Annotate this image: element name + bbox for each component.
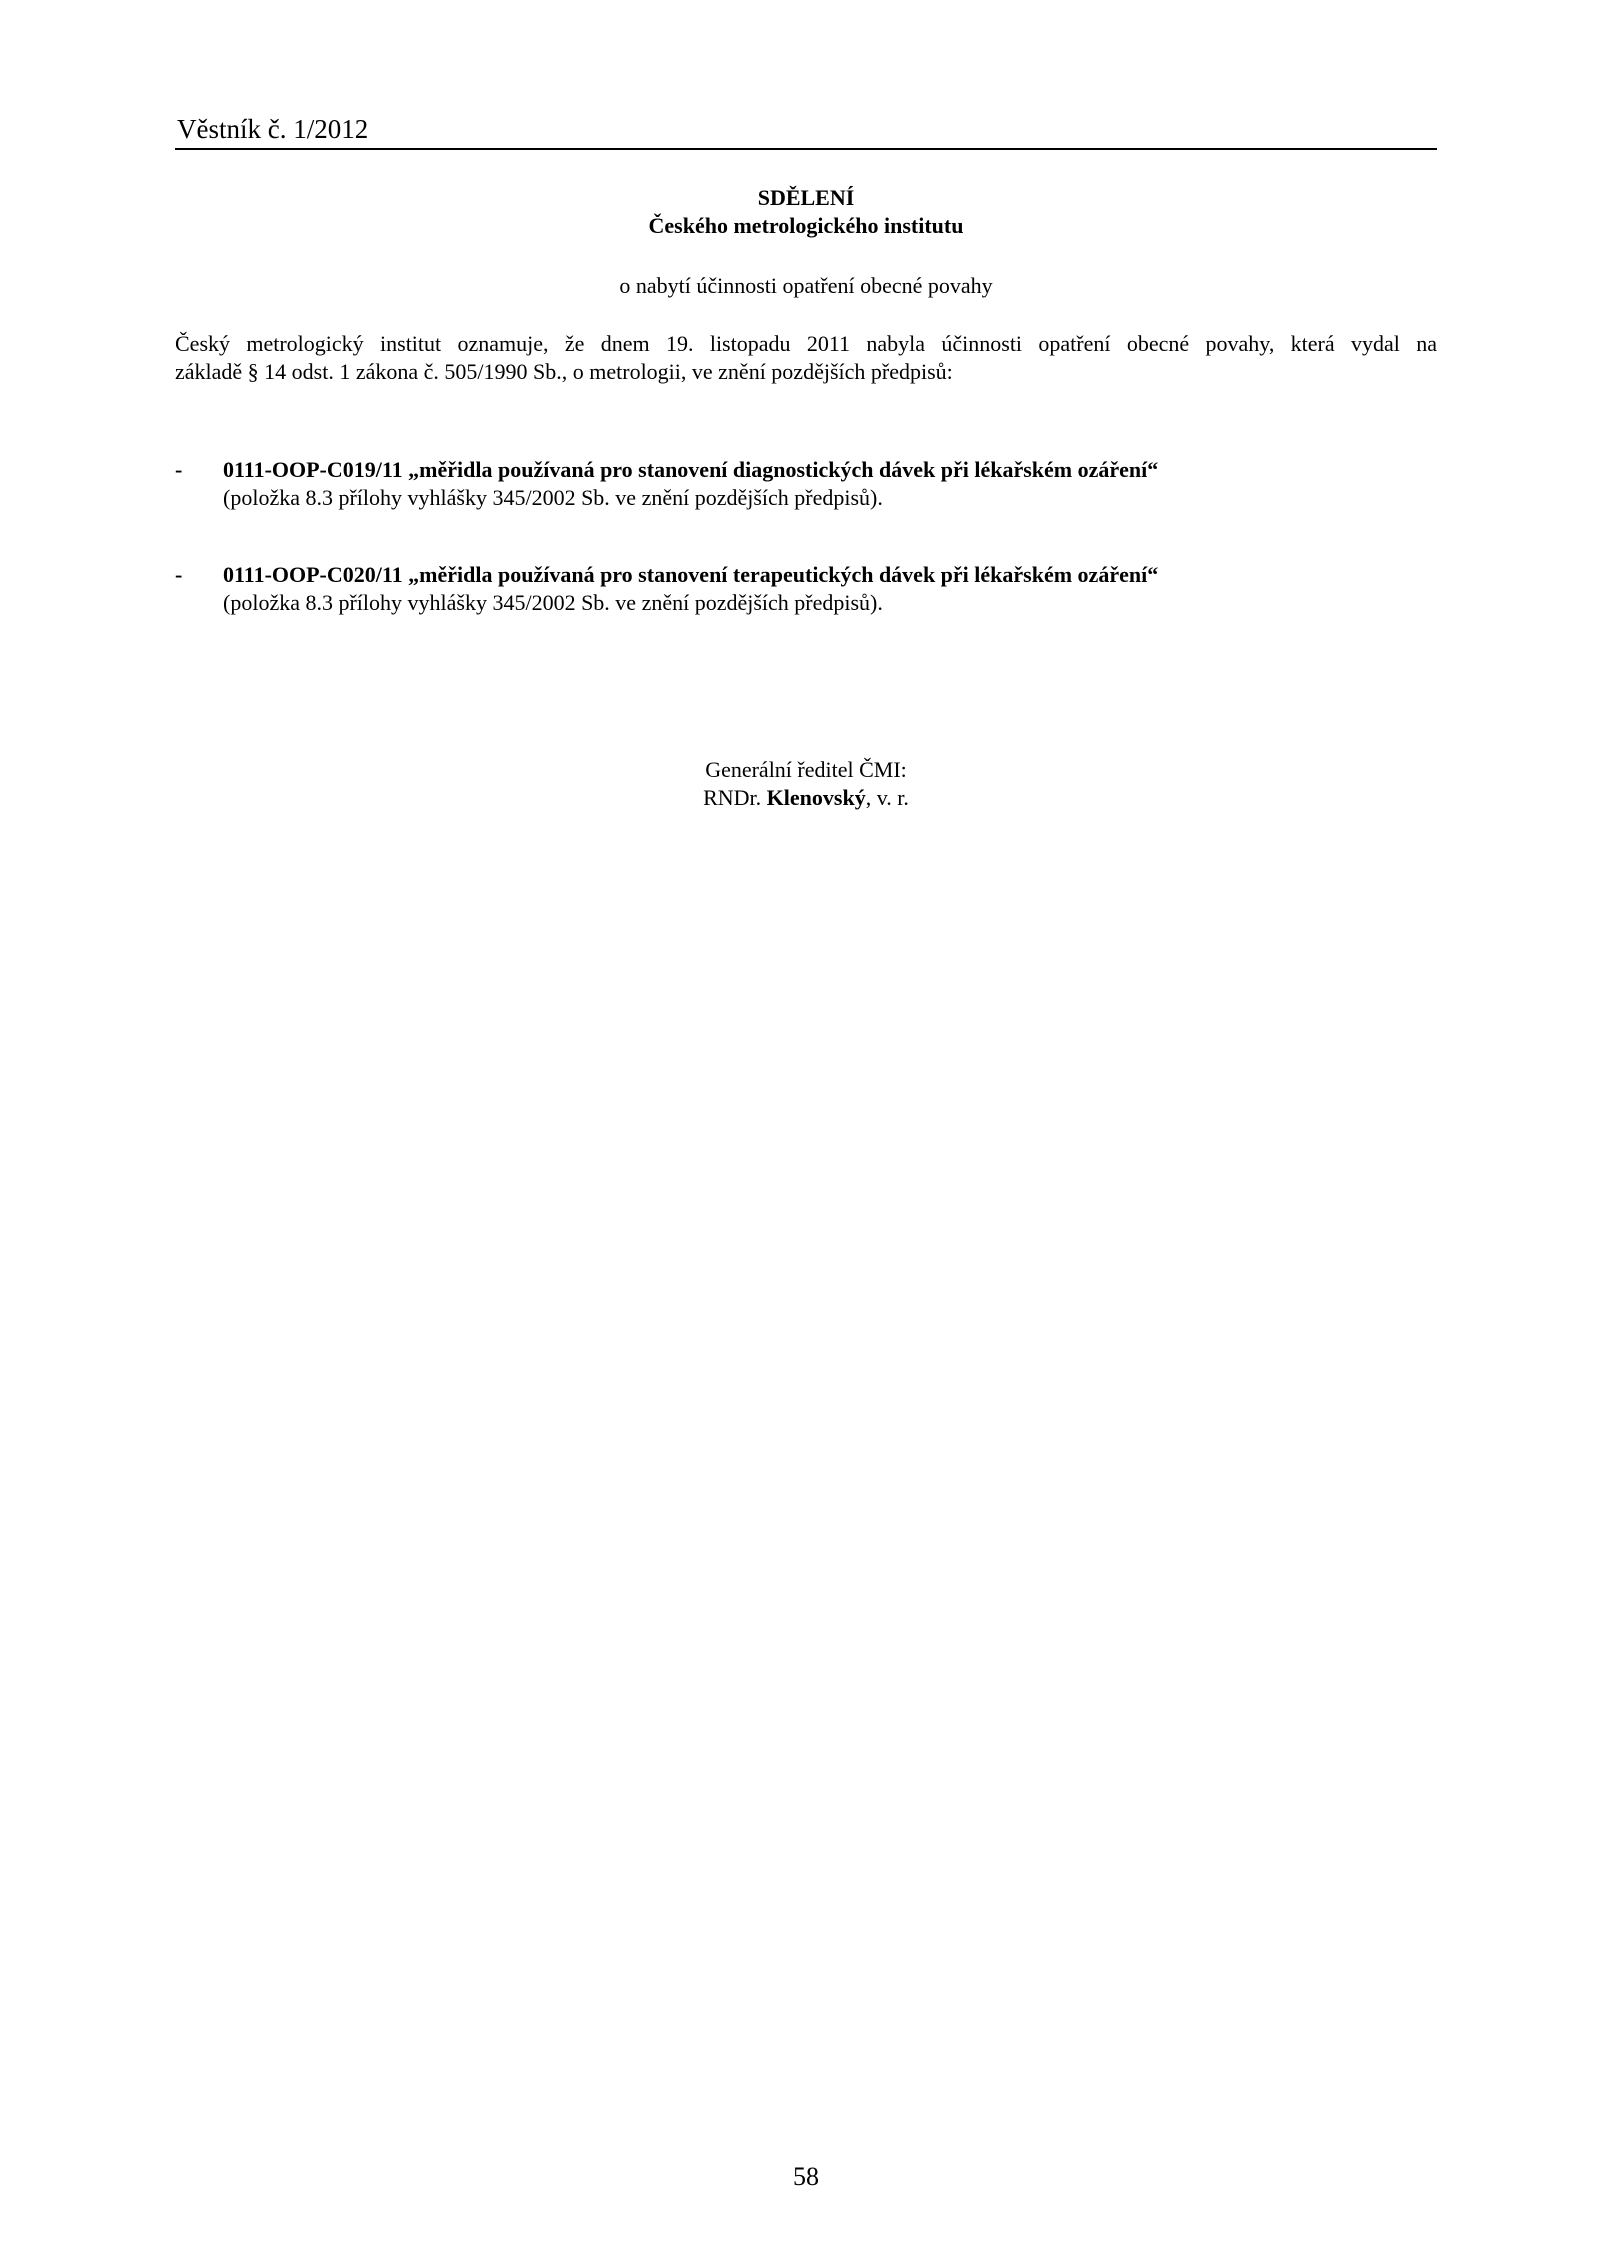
signature-line xyxy=(175,784,1437,812)
signature-suffix: , v. r. xyxy=(865,785,909,810)
document-topic: o nabytí účinnosti opatření obecné povahy xyxy=(619,273,993,298)
list-item-note: (položka 8.3 přílohy vyhlášky 345/2002 Sb. ve znění pozdějších předpisů). xyxy=(223,590,883,615)
journal-title: Věstník č. 1/2012 xyxy=(177,114,369,144)
document-title: SDĚLENÍ xyxy=(757,185,855,210)
signature-role: Generální ředitel ČMI: xyxy=(705,757,907,782)
document-issuer: Českého metrologického institutu xyxy=(648,213,964,238)
intro-line-2: základě § 14 odst. 1 zákona č. 505/1990 Sb., o metrologii, ve znění pozdějších předpisů: xyxy=(175,359,953,384)
list-bullet: - xyxy=(175,457,183,482)
signature-prefix: RNDr. xyxy=(703,785,767,810)
list-item-body xyxy=(223,561,1437,617)
page-header xyxy=(175,112,1437,150)
list-item-body xyxy=(223,456,1437,512)
list-bullet: - xyxy=(175,562,183,587)
list-item-title: 0111-OOP-C019/11 „měřidla používaná pro stanovení diagnostických dávek při lékařském ozáření“ xyxy=(223,457,1159,482)
signatory-name: Klenovský xyxy=(766,785,866,810)
list-item-note: (položka 8.3 přílohy vyhlášky 345/2002 Sb. ve znění pozdějších předpisů). xyxy=(223,485,883,510)
page-number: 58 xyxy=(793,2162,819,2191)
intro-line-1: Český metrologický institut oznamuje, že dnem 19. listopadu 2011 nabyla účinnosti opatření obecné povahy, která vydal na xyxy=(175,331,1437,356)
intro-paragraph xyxy=(175,330,1437,386)
list-item-title: 0111-OOP-C020/11 „měřidla používaná pro stanovení terapeutických dávek při lékařském ozáření“ xyxy=(223,562,1159,587)
